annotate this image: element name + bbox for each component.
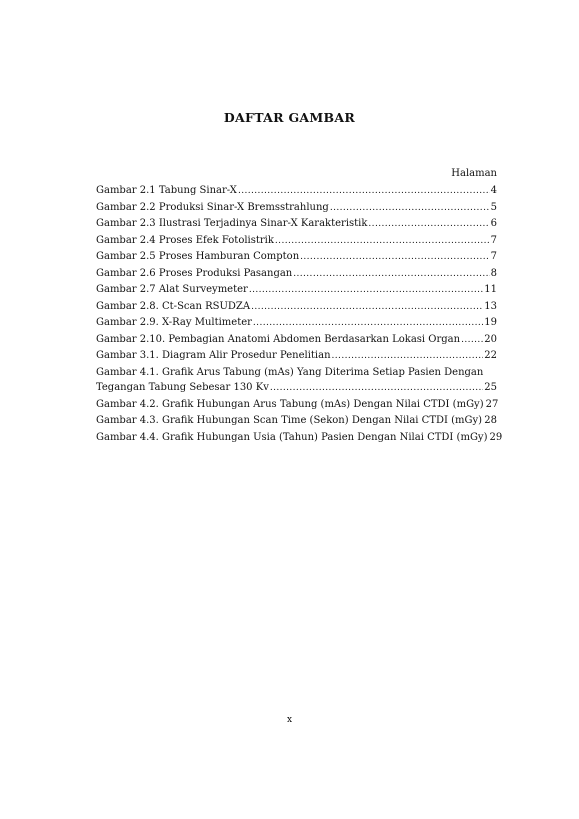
entry-label: Gambar 2.3 Ilustrasi Terjadinya Sinar-X Karakteristik xyxy=(96,218,368,229)
entry-label: Gambar 2.4 Proses Efek Fotolistrik xyxy=(96,234,274,246)
entry-label: Gambar 2.7 Alat Surveymeter xyxy=(96,284,248,295)
entry-page: 6 xyxy=(490,218,497,229)
entry-page: 27 xyxy=(485,398,499,410)
entry-page: 8 xyxy=(490,267,497,279)
entry-page: 13 xyxy=(484,300,497,312)
list-item xyxy=(96,348,497,365)
dot-leader xyxy=(253,316,483,332)
page-title: DAFTAR GAMBAR xyxy=(223,110,356,125)
dot-leader xyxy=(332,349,484,365)
entry-page: 11 xyxy=(484,284,497,295)
list-item xyxy=(96,183,497,200)
dot-leader xyxy=(238,184,490,200)
list-item xyxy=(96,216,497,233)
list-item xyxy=(96,299,497,316)
list-item xyxy=(96,282,497,299)
entry-label: Gambar 2.9. X-Ray Multimeter xyxy=(96,317,252,328)
list-item xyxy=(96,249,497,266)
list-item xyxy=(96,430,503,447)
entry-page: 7 xyxy=(490,251,497,262)
entry-label: Tegangan Tabung Sebesar 130 Kv xyxy=(96,382,269,393)
entry-label: Gambar 4.4. Grafik Hubungan Usia (Tahun) Pasien Dengan Nilai CTDI (mGy) xyxy=(96,431,488,443)
entry-label-line1: Gambar 4.1. Grafik Arus Tabung (mAs) Yang Diterima Setiap Pasien Dengan xyxy=(96,366,484,378)
dot-leader xyxy=(461,333,483,349)
list-item xyxy=(96,413,497,430)
dot-leader xyxy=(251,300,483,316)
list-item xyxy=(96,266,497,283)
entry-label: Gambar 2.10. Pembagian Anatomi Abdomen Berdasarkan Lokasi Organ xyxy=(96,333,461,345)
list-item xyxy=(96,332,497,349)
list-item xyxy=(96,233,497,250)
entry-page: 22 xyxy=(484,350,497,361)
page-header-label: Halaman xyxy=(451,168,497,179)
entry-label: Gambar 4.3. Grafik Hubungan Scan Time (Sekon) Dengan Nilai CTDI (mGy) xyxy=(96,415,483,426)
list-item xyxy=(96,397,497,414)
dot-leader xyxy=(300,250,489,266)
dot-leader xyxy=(249,283,483,299)
entry-page: 29 xyxy=(489,431,503,443)
entry-label: Gambar 3.1. Diagram Alir Prosedur Penelitian xyxy=(96,350,331,361)
figure-list xyxy=(96,183,503,446)
entry-label: Gambar 2.8. Ct-Scan RSUDZA xyxy=(96,300,251,312)
dot-leader xyxy=(293,267,489,283)
list-item xyxy=(96,315,497,332)
list-item xyxy=(96,365,497,397)
dot-leader xyxy=(270,381,483,397)
dot-leader xyxy=(275,234,490,250)
entry-page: 5 xyxy=(490,201,497,213)
entry-page: 25 xyxy=(484,382,497,393)
entry-page: 19 xyxy=(484,317,497,328)
entry-label: Gambar 2.5 Proses Hamburan Compton xyxy=(96,251,300,262)
entry-label: Gambar 2.6 Proses Produksi Pasangan xyxy=(96,267,293,279)
entry-page: 7 xyxy=(490,234,497,246)
list-item xyxy=(96,200,497,217)
entry-label: Gambar 4.2. Grafik Hubungan Arus Tabung (mAs) Dengan Nilai CTDI (mGy) xyxy=(96,398,484,410)
entry-label: Gambar 2.1 Tabung Sinar-X xyxy=(96,185,237,196)
entry-page: 28 xyxy=(484,415,497,426)
dot-leader xyxy=(368,217,489,233)
dot-leader xyxy=(330,201,490,217)
page-number: x xyxy=(286,715,293,725)
entry-page: 20 xyxy=(484,333,497,345)
entry-page: 4 xyxy=(490,185,497,196)
entry-label: Gambar 2.2 Produksi Sinar-X Bremsstrahlung xyxy=(96,201,329,213)
